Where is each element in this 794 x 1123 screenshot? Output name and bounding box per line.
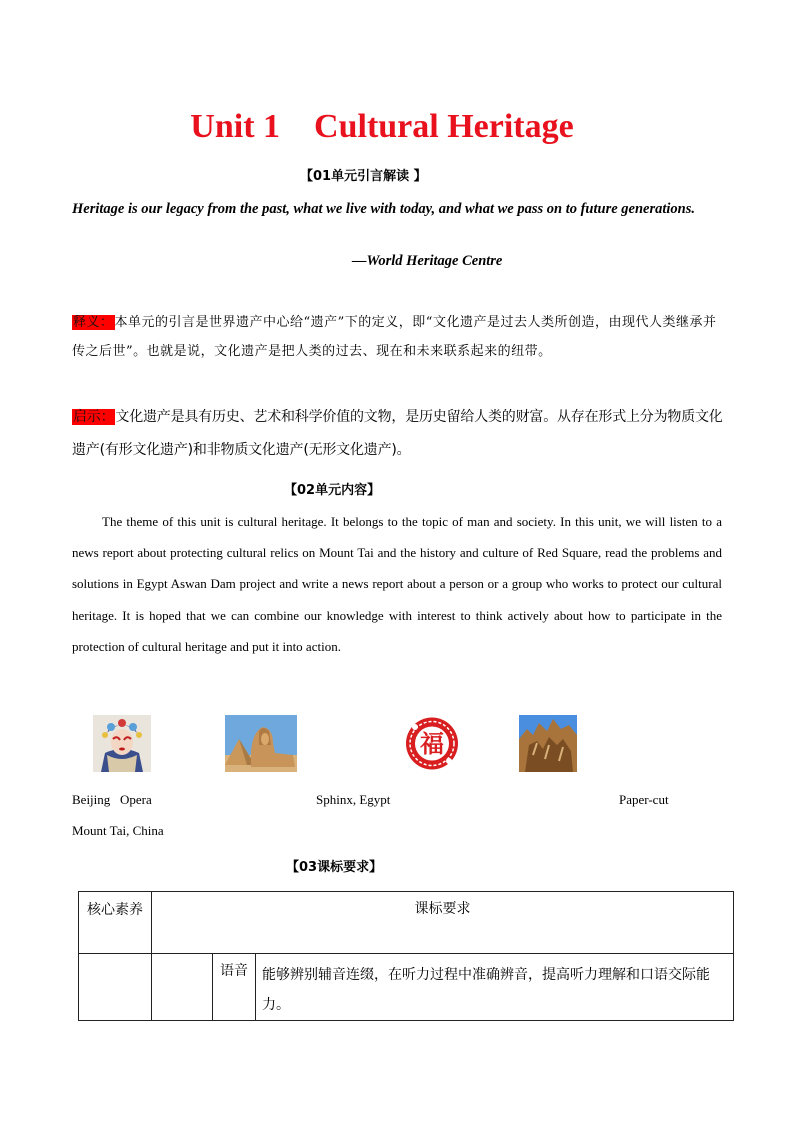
caption-paper-cut: Paper-cut xyxy=(619,792,669,807)
unit-content-paragraph: The theme of this unit is cultural heritage. It belongs to the topic of man and society. In this unit, we will listen to a news report about protecting cultural relics on Mount Tai and the history and culture of Red Square, read the problems and solutions in Egypt Aswan Dam project and write a news report about a person or a group who works to protect our cultural heritage. It is hoped that we can combine our knowledge with interest to think actively about how to participate in the protection of cultural heritage and put it into action. xyxy=(72,514,722,654)
beijing-opera-image xyxy=(93,715,151,772)
table-cell-empty xyxy=(152,954,213,1021)
table-cell-empty xyxy=(79,954,152,1021)
table-header-row xyxy=(79,892,734,954)
unit-quote: Heritage is our legacy from the past, what we live with today, and what we pass on to future generations. xyxy=(72,201,696,217)
standards-table xyxy=(78,891,734,1021)
mount-tai-image xyxy=(519,715,577,772)
skill-pronunciation: 语音 xyxy=(213,954,256,1021)
header-core-literacy: 核心素养 xyxy=(79,892,152,954)
skill-requirement: 能够辨别辅音连缀，在听力过程中准确辨音，提高听力理解和口语交际能力。 xyxy=(256,954,734,1021)
sphinx-image xyxy=(225,715,297,772)
inspiration-paragraph xyxy=(72,401,724,467)
quote-attribution: —World Heritage Centre xyxy=(352,253,503,269)
header-standards: 课标要求 xyxy=(152,892,734,954)
section-heading-content: 【02单元内容】 xyxy=(284,483,381,498)
page-title: Unit 1 Cultural Heritage xyxy=(190,108,574,145)
paper-cut-image xyxy=(403,715,461,772)
interpretation-text: 本单元的引言是世界遗产中心给“遗产”下的定义，即“文化遗产是过去人类所创造，由现代人类继承并传之后世”。也就是说，文化遗产是把人类的过去、现在和未来联系起来的纽带。 xyxy=(72,315,717,359)
table-row xyxy=(79,954,734,1021)
caption-beijing-opera: Beijing Opera xyxy=(72,792,152,807)
caption-sphinx: Sphinx, Egypt xyxy=(316,792,391,807)
section-heading-standards: 【03课标要求】 xyxy=(286,860,383,875)
caption-mount-tai: Mount Tai, China xyxy=(72,823,164,838)
section-heading-intro: 【01单元引言解读 】 xyxy=(300,169,427,184)
svg-text:福: 福 xyxy=(420,730,444,758)
interpretation-paragraph xyxy=(72,308,724,366)
inspiration-tag: 启示： xyxy=(73,409,115,425)
interpretation-tag: 释义： xyxy=(73,315,114,330)
inspiration-text: 文化遗产是具有历史、艺术和科学价值的文物，是历史留给人类的财富。从存在形式上分为物质文化遗产(有形文化遗产)和非物质文化遗产(无形文化遗产)。 xyxy=(72,409,723,458)
